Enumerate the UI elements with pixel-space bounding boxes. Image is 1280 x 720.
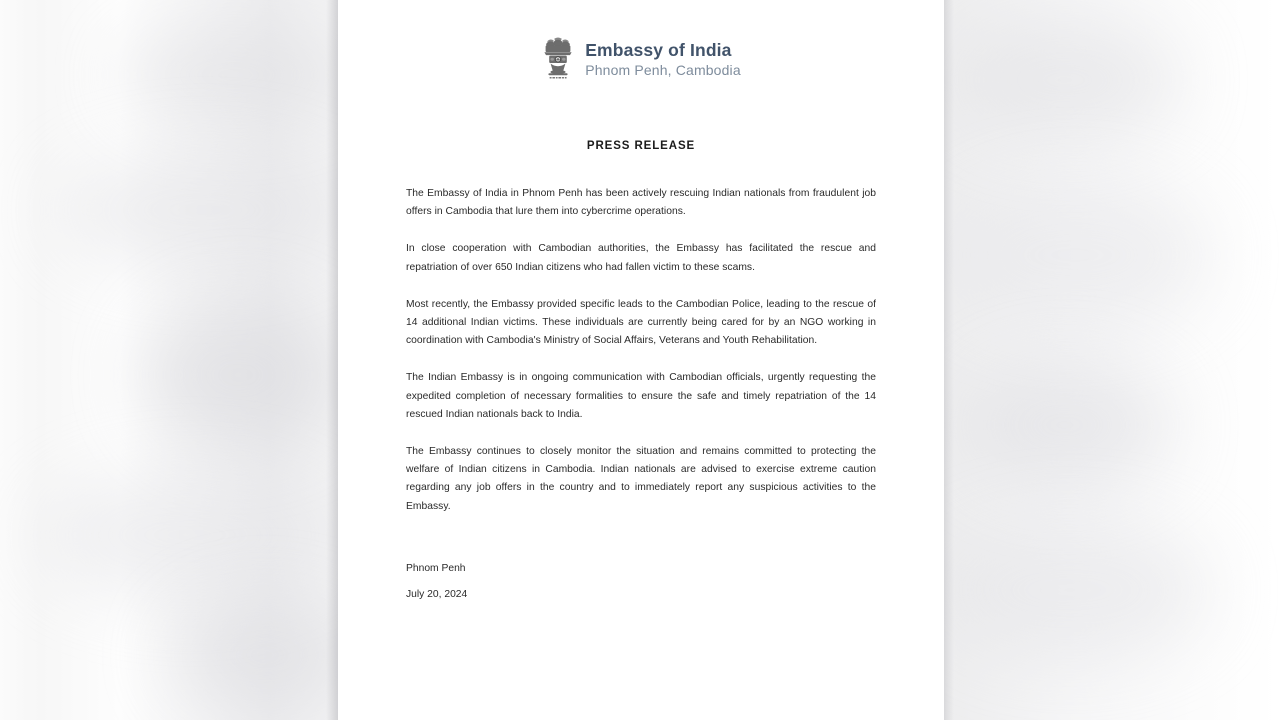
background-blur-blob — [950, 20, 1180, 140]
letterhead-text — [585, 41, 741, 78]
background-blur-blob — [940, 180, 1210, 330]
body-paragraph: The Embassy continues to closely monitor the situation and remains committed to protecting the welfare of Indian citizens in Cambodia. Indian nationals are advised to exercise extreme caution regarding any job offers in the country and to immediately report any suspicious activities to the Embassy. — [406, 446, 876, 512]
letterhead — [338, 0, 944, 84]
signoff-date: July 20, 2024 — [406, 589, 468, 601]
background-blur-blob — [140, 300, 340, 450]
organization-location: Phnom Penh, Cambodia — [585, 61, 741, 78]
document-body — [406, 152, 876, 516]
body-paragraph: The Indian Embassy is in ongoing communication with Cambodian officials, urgently requesting the expedited completion of necessary formalities to ensure the safe and timely repatriation of the 14 rescued Indian nationals back to India. — [406, 372, 876, 420]
india-state-emblem-icon — [541, 36, 575, 84]
press-release-document — [338, 0, 944, 720]
signoff-place: Phnom Penh — [406, 562, 466, 574]
document-signoff — [406, 516, 876, 604]
body-paragraph: Most recently, the Embassy provided specific leads to the Cambodian Police, leading to the rescue of 14 additional Indian victims. These individuals are currently being cared for by an NGO working in coordination with Cambodia's Ministry of Social Affairs, Veterans and Youth Rehabilitation. — [406, 298, 876, 347]
body-paragraph: The Embassy of India in Phnom Penh has been actively rescuing Indian nationals from fraudulent job offers in Cambodia that lure them into cybercrime operations. — [406, 188, 876, 218]
background-blur-blob — [120, 30, 350, 120]
document-title: PRESS RELEASE — [586, 140, 696, 152]
organization-name: Embassy of India — [585, 40, 732, 61]
background-blur-blob — [60, 150, 350, 270]
body-paragraph: In close cooperation with Cambodian authorities, the Embassy has facilitated the rescue and repatriation of over 650 Indian citizens who had fallen victim to these scams. — [406, 243, 876, 273]
background-blur-blob — [40, 470, 340, 600]
background-blur-blob — [960, 360, 1170, 490]
background-blur-blob — [930, 520, 1210, 660]
